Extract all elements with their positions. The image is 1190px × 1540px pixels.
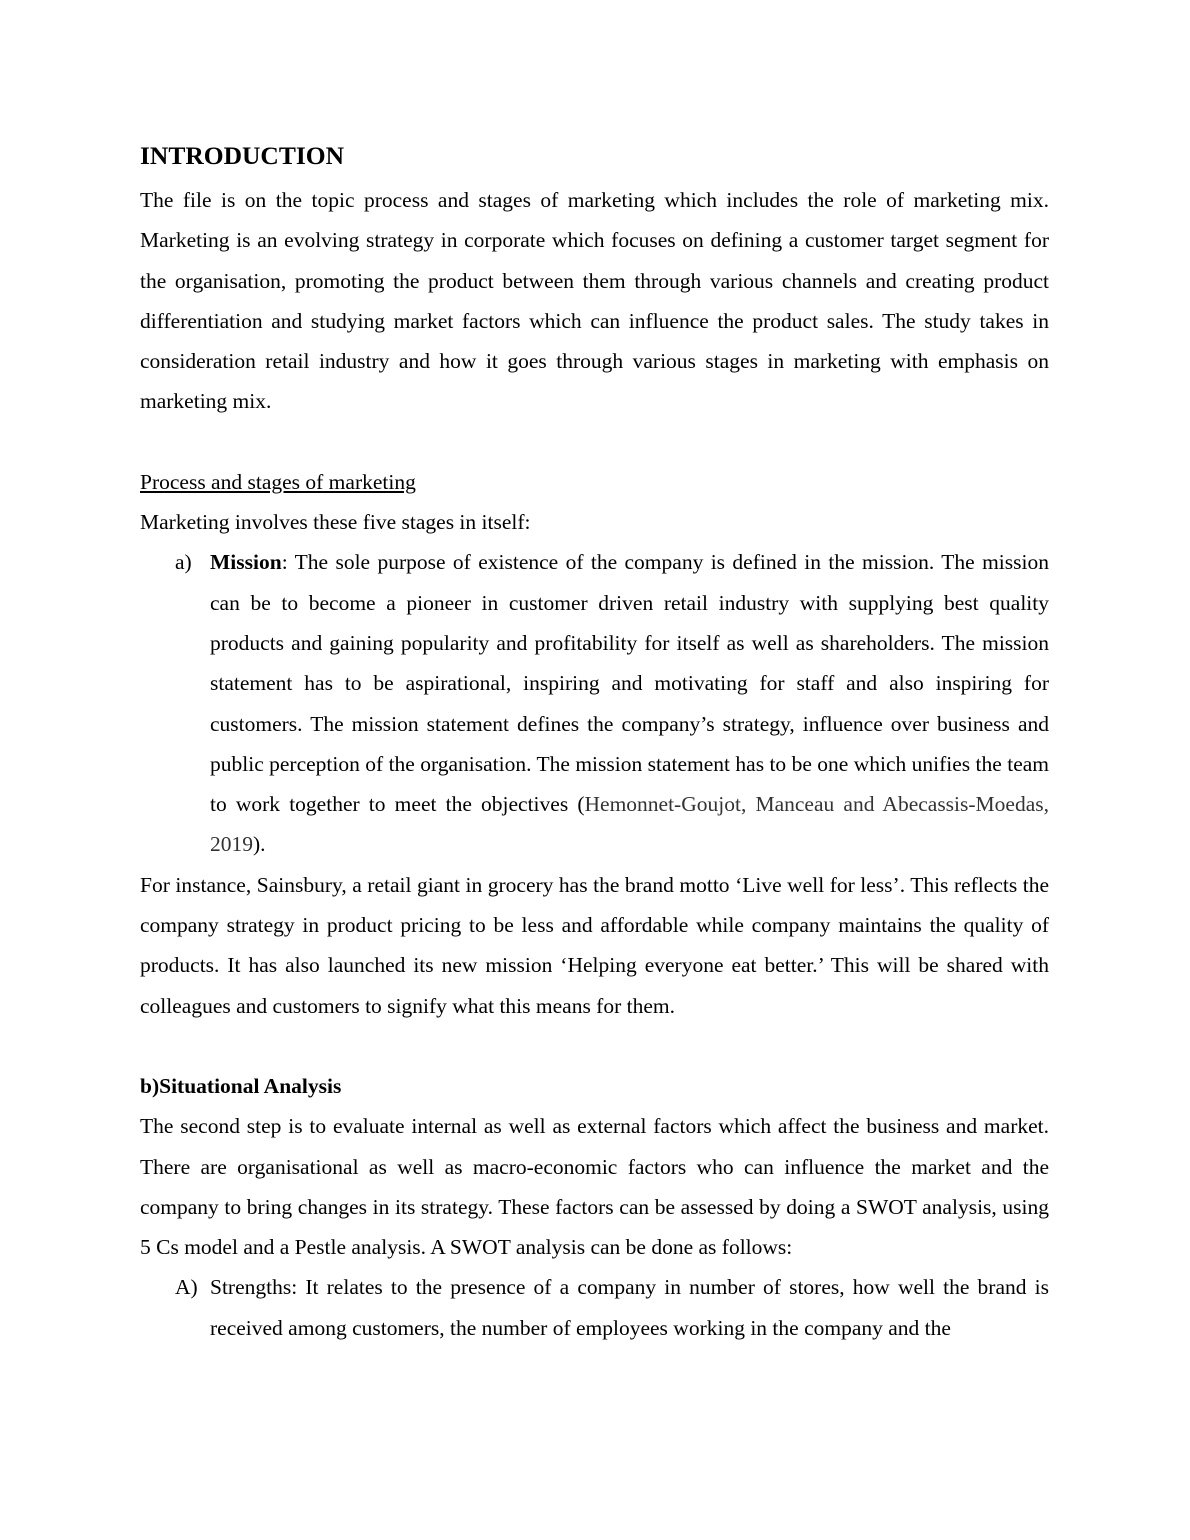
mission-title: Mission xyxy=(210,550,282,575)
sainsbury-example-paragraph: For instance, Sainsbury, a retail giant in grocery has the brand motto ‘Live well for less’. This reflects the company strategy in product pricing to be less and affordable while company maintains the quality of products. It has also launched its new mission ‘Helping everyone eat better.’ This will be shared with colleagues and customers to signify what this means for them. xyxy=(140,872,1049,1018)
list-item-mission xyxy=(140,542,1049,864)
spacer xyxy=(140,422,1049,462)
introduction-heading: INTRODUCTION xyxy=(140,141,345,170)
situational-analysis-heading: b)Situational Analysis xyxy=(140,1073,342,1098)
list-marker: a) xyxy=(175,550,192,575)
mission-closing: ). xyxy=(253,832,266,857)
spacer xyxy=(140,1026,1049,1066)
list-item-strengths xyxy=(140,1267,1049,1348)
mission-text: : The sole purpose of existence of the company is defined in the mission. The mission can be to become a pioneer in customer driven retail industry with supplying best quality products and gaining popularity and profitability for itself as well as shareholders. The mission statement has to be aspirational, inspiring and motivating for staff and also inspiring for customers. The mission statement defines the company’s strategy, influence over business and public perception of the organisation. The mission statement has to be one which unifies the team to work together to meet the objectives ( xyxy=(210,550,1049,817)
situational-analysis-paragraph: The second step is to evaluate internal as well as external factors which affect the business and market. There are organisational as well as macro-economic factors who can influence the market and the company to bring changes in its strategy. These factors can be assessed by doing a SWOT analysis, using 5 Cs model and a Pestle analysis. A SWOT analysis can be done as follows: xyxy=(140,1114,1049,1260)
process-subheading: Process and stages of marketing xyxy=(140,469,416,494)
list-marker: A) xyxy=(175,1275,198,1300)
introduction-paragraph: The file is on the topic process and stages of marketing which includes the role of marketing mix. Marketing is an evolving strategy in corporate which focuses on defining a customer target segment for the organisation, promoting the product between them through various channels and creating product differentiation and studying market factors which can influence the product sales. The study takes in consideration retail industry and how it goes through various stages in marketing with emphasis on marketing mix. xyxy=(140,188,1049,414)
mission-citation: Hemonnet-Goujot, Manceau and Abecassis-Moedas, 2019 xyxy=(210,792,1049,857)
process-intro: Marketing involves these five stages in itself: xyxy=(140,510,531,535)
document-page xyxy=(140,138,1049,1348)
strengths-text: Strengths: It relates to the presence of a company in number of stores, how well the brand is received among customers, the number of employees working in the company and the xyxy=(210,1275,1049,1340)
